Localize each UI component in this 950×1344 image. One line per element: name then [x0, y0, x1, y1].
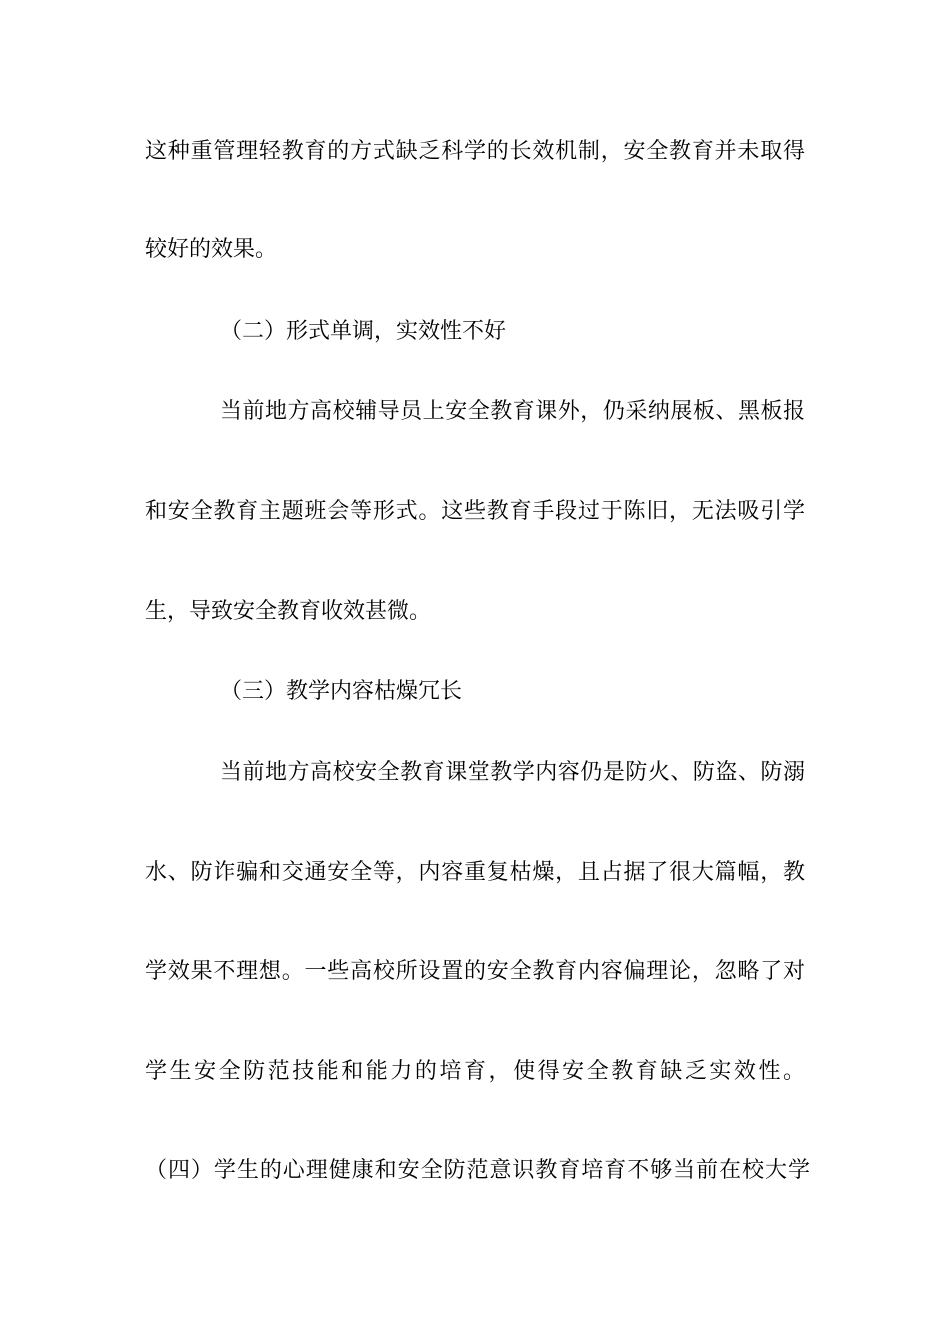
paragraph-line: 当前地方高校辅导员上安全教育课外，仍采纳展板、黑板报	[220, 399, 805, 424]
section-heading: （四）学生的心理健康和安全防范意识教育培育不够当前在校大学	[145, 1158, 810, 1183]
paragraph-line: 学效果不理想。一些高校所设置的安全教育内容偏理论，忽略了对	[145, 959, 805, 984]
paragraph-line: 当前地方高校安全教育课堂教学内容仍是防火、防盗、防溺	[220, 760, 805, 785]
paragraph-line: 较好的效果。	[145, 237, 278, 262]
section-heading: （三）教学内容枯燥冗长	[220, 679, 463, 704]
paragraph-line: 学生安全防范技能和能力的培育，使得安全教育缺乏实效性。	[145, 1059, 805, 1084]
section-heading: （二）形式单调，实效性不好	[220, 319, 507, 344]
paragraph-line: 水、防诈骗和交通安全等，内容重复枯燥，且占据了很大篇幅，教	[145, 860, 805, 885]
paragraph-line: 这种重管理轻教育的方式缺乏科学的长效机制，安全教育并未取得	[145, 139, 805, 164]
paragraph-line: 和安全教育主题班会等形式。这些教育手段过于陈旧，无法吸引学	[145, 499, 805, 524]
paragraph-line: 生，导致安全教育收效甚微。	[145, 599, 432, 624]
